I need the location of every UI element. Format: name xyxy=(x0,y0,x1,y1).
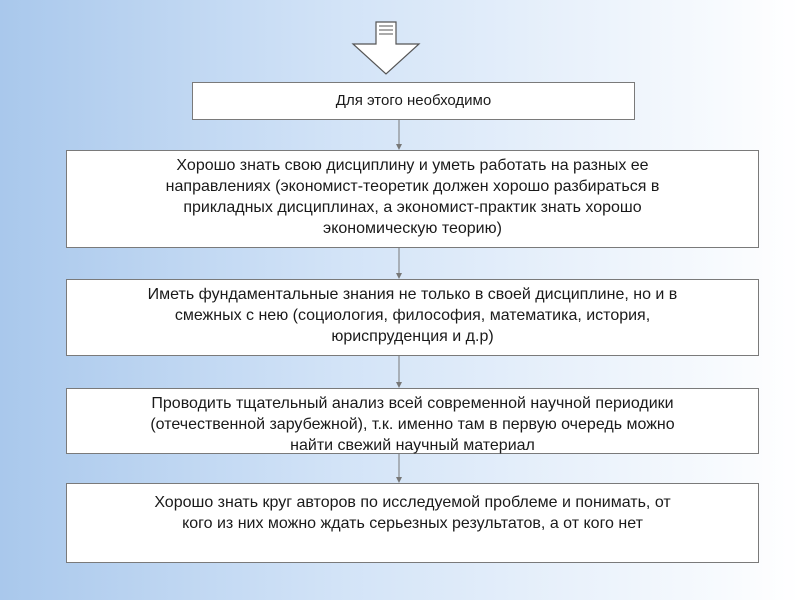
step-box-2 xyxy=(66,279,759,356)
connector-arrow xyxy=(396,356,402,388)
step-box-1 xyxy=(66,150,759,248)
step-box-3 xyxy=(66,388,759,454)
step-1-line-4: экономическую теорию) xyxy=(323,220,502,237)
step-1-line-1: Хорошо знать свою дисциплину и уметь работать на разных ее xyxy=(176,157,649,174)
connector-arrow xyxy=(396,120,402,150)
connector-arrow xyxy=(396,248,402,279)
step-3-line-3: найти свежий научный материал xyxy=(290,437,535,454)
step-3-line-1: Проводить тщательный анализ всей современной научной периодики xyxy=(151,395,674,412)
step-3-line-2: (отечественной зарубежной), т.к. именно там в первую очередь можно xyxy=(150,416,675,433)
step-2-line-3: юриспруденция и д.р) xyxy=(331,328,494,345)
step-2-line-2: смежных с нею (социология, философия, математика, история, xyxy=(174,307,651,324)
step-2-line-1: Иметь фундаментальные знания не только в своей дисциплине, но и в xyxy=(147,286,678,303)
header-box xyxy=(192,82,635,120)
step-1-line-2: направлениях (экономист-теоретик должен хорошо разбираться в xyxy=(165,178,660,195)
header-text: Для этого необходимо xyxy=(335,92,492,109)
step-4-line-1: Хорошо знать круг авторов по исследуемой проблеме и понимать, от xyxy=(154,494,671,511)
connector-arrow xyxy=(396,454,402,483)
step-box-4 xyxy=(66,483,759,563)
step-1-line-3: прикладных дисциплинах, а экономист-практик знать хорошо xyxy=(183,199,642,216)
step-4-line-2: кого из них можно ждать серьезных результатов, а от кого нет xyxy=(182,515,643,532)
